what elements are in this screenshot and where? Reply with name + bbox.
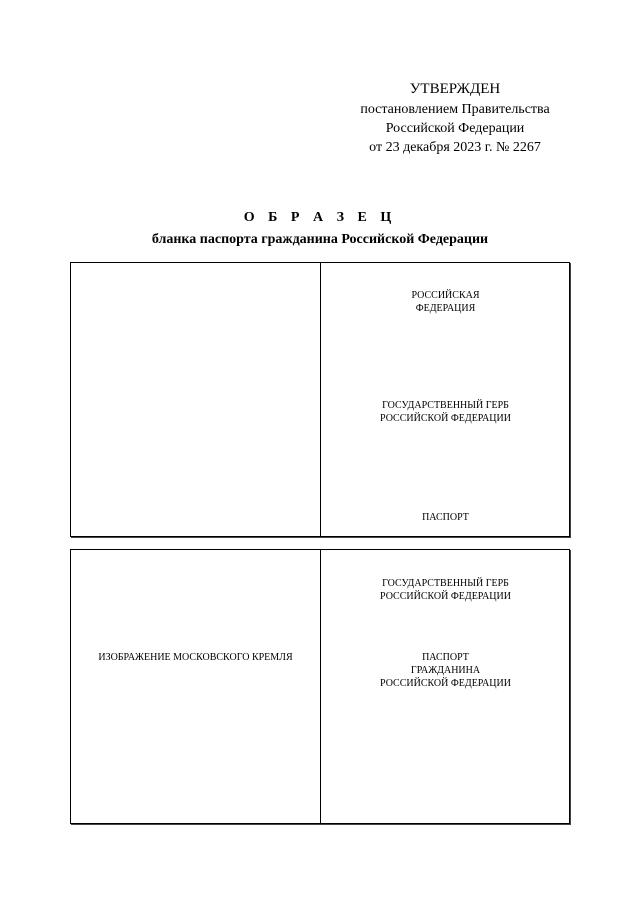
passport-label — [321, 511, 570, 524]
spread-2-right-page — [320, 550, 570, 823]
approval-heading: УТВЕРЖДЕН — [409, 81, 501, 97]
emblem-label-2 — [321, 577, 570, 603]
approval-line-2: Российской Федерации — [385, 121, 525, 136]
country-line-2: ФЕДЕРАЦИЯ — [415, 303, 476, 314]
citizen-passport-line-2: ГРАЖДАНИНА — [410, 665, 481, 676]
approval-block — [330, 80, 580, 157]
country-line-1: РОССИЙСКАЯ — [411, 290, 480, 301]
citizen-passport-line-1: ПАСПОРТ — [422, 652, 469, 663]
emblem-2-line-2: РОССИЙСКОЙ ФЕДЕРАЦИИ — [380, 591, 511, 602]
emblem-2-line-1: ГОСУДАРСТВЕННЫЙ ГЕРБ — [382, 578, 509, 589]
country-label — [321, 289, 570, 315]
spread-2-left-page — [71, 550, 320, 823]
citizen-passport-label — [321, 651, 570, 690]
kremlin-text: ИЗОБРАЖЕНИЕ МОСКОВСКОГО КРЕМЛЯ — [98, 652, 293, 663]
emblem-line-2: РОССИЙСКОЙ ФЕДЕРАЦИИ — [380, 413, 511, 424]
spread-1-right-page — [320, 263, 570, 536]
emblem-label — [321, 399, 570, 425]
spread-1-left-page — [71, 263, 320, 536]
citizen-passport-line-3: РОССИЙСКОЙ ФЕДЕРАЦИИ — [380, 678, 511, 689]
sample-subtitle: бланка паспорта гражданина Российской Федерации — [151, 232, 489, 247]
approval-line-3: от 23 декабря 2023 г. № 2267 — [369, 140, 541, 155]
approval-line-1: постановлением Правительства — [360, 102, 550, 117]
passport-spread-inner — [70, 549, 570, 824]
emblem-line-1: ГОСУДАРСТВЕННЫЙ ГЕРБ — [382, 400, 509, 411]
passport-spread-outer — [70, 262, 570, 537]
sample-title: О Б Р А З Е Ц — [243, 210, 397, 225]
passport-word: ПАСПОРТ — [422, 512, 469, 523]
kremlin-label — [71, 651, 320, 664]
